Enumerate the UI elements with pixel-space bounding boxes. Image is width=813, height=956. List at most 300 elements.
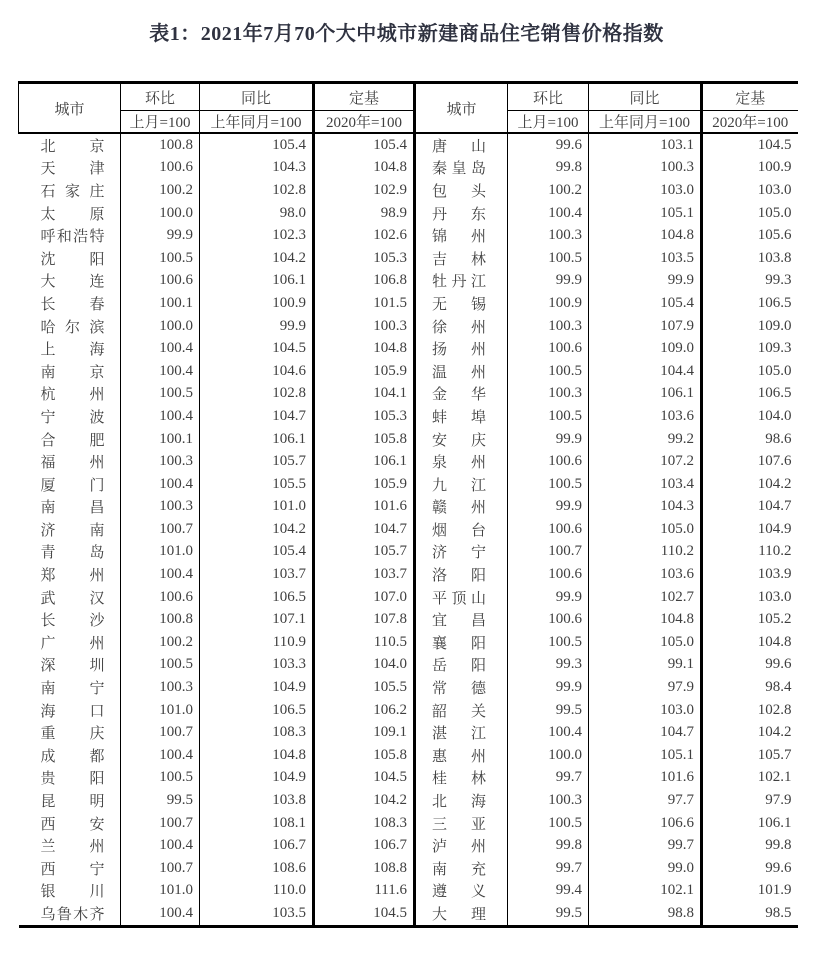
mom-value-cell: 100.8 <box>121 608 200 631</box>
table-row <box>19 496 798 519</box>
fixed-header-right: 定基 <box>702 83 798 111</box>
yoy-value-cell: 99.1 <box>667 656 694 673</box>
city-cell <box>415 360 508 383</box>
fixed-value-cell: 111.6 <box>314 880 415 903</box>
city-cell <box>415 767 508 790</box>
city-cell <box>415 224 508 247</box>
city-name: 温州 <box>432 364 486 381</box>
yoy-value-cell: 105.0 <box>660 633 694 650</box>
fixed-value-cell: 101.5 <box>314 292 415 315</box>
mom-value-cell: 99.3 <box>508 654 589 677</box>
city-name: 徐州 <box>432 319 486 336</box>
mom-value-cell: 99.7 <box>508 767 589 790</box>
fixed-value-cell: 104.8 <box>314 337 415 360</box>
city-name: 济宁 <box>432 545 486 562</box>
city-cell <box>19 270 121 293</box>
mom-value-cell: 100.2 <box>508 179 589 202</box>
yoy-value-cell: 105.4 <box>272 136 306 153</box>
yoy-value-cell: 110.2 <box>660 543 694 560</box>
city-name: 石家庄 <box>40 183 105 200</box>
table-row <box>19 699 798 722</box>
table-row <box>19 563 798 586</box>
city-name: 西安 <box>40 816 105 833</box>
mom-value-cell: 101.0 <box>121 699 200 722</box>
table-row <box>19 224 798 247</box>
yoy-value-cell: 107.1 <box>272 611 306 628</box>
city-cell <box>19 857 121 880</box>
city-name: 昆明 <box>40 794 105 811</box>
mom-value-cell: 100.5 <box>121 383 200 406</box>
yoy-value-cell: 99.9 <box>279 317 306 334</box>
yoy-value-cell: 102.8 <box>272 181 306 198</box>
fixed-value-cell: 105.3 <box>314 405 415 428</box>
city-name: 襄阳 <box>432 635 486 652</box>
mom-value-cell: 100.2 <box>121 179 200 202</box>
city-name: 烟台 <box>432 522 486 539</box>
mom-value-cell: 100.4 <box>121 360 200 383</box>
mom-value-cell: 99.5 <box>508 699 589 722</box>
city-name: 大连 <box>40 274 105 291</box>
header-row-2 <box>19 111 798 134</box>
city-name: 蚌埠 <box>432 409 486 426</box>
city-cell <box>415 518 508 541</box>
city-cell <box>19 247 121 270</box>
fixed-value-cell: 103.0 <box>702 179 798 202</box>
yoy-value-cell: 102.3 <box>272 227 306 244</box>
mom-value-cell: 100.3 <box>508 224 589 247</box>
city-cell <box>19 541 121 564</box>
city-cell <box>415 834 508 857</box>
city-name: 合肥 <box>40 432 105 449</box>
city-name: 广州 <box>40 635 105 652</box>
city-name: 桂林 <box>432 771 486 788</box>
city-name: 唐山 <box>432 138 486 155</box>
table-row <box>19 541 798 564</box>
city-name: 洛阳 <box>432 568 486 585</box>
city-name: 长春 <box>40 296 105 313</box>
yoy-value-cell: 108.6 <box>272 859 306 876</box>
yoy-value-cell: 104.7 <box>272 407 306 424</box>
table-row <box>19 247 798 270</box>
yoy-value-cell: 104.3 <box>660 498 694 515</box>
fixed-value-cell: 103.9 <box>702 563 798 586</box>
fixed-value-cell: 105.9 <box>314 473 415 496</box>
yoy-value-cell: 109.0 <box>660 340 694 357</box>
yoy-base-header-left: 上年同月=100 <box>200 111 314 134</box>
fixed-value-cell: 104.2 <box>702 473 798 496</box>
fixed-value-cell: 108.8 <box>314 857 415 880</box>
mom-value-cell: 100.4 <box>121 744 200 767</box>
table-row <box>19 812 798 835</box>
city-cell <box>19 315 121 338</box>
city-name: 大理 <box>432 906 486 923</box>
mom-value-cell: 100.5 <box>121 654 200 677</box>
city-name: 海口 <box>40 703 105 720</box>
fixed-value-cell: 99.6 <box>702 654 798 677</box>
yoy-value-cell: 105.1 <box>660 746 694 763</box>
fixed-base-header-right: 2020年=100 <box>702 111 798 134</box>
city-cell <box>415 247 508 270</box>
mom-value-cell: 100.0 <box>508 744 589 767</box>
city-cell <box>415 676 508 699</box>
mom-value-cell: 100.7 <box>121 518 200 541</box>
yoy-base-header-right: 上年同月=100 <box>589 111 702 134</box>
table-body <box>19 133 798 926</box>
city-cell <box>415 812 508 835</box>
yoy-value-cell: 104.8 <box>272 746 306 763</box>
city-name: 福州 <box>40 455 105 472</box>
fixed-value-cell: 104.5 <box>314 902 415 926</box>
city-name: 贵阳 <box>40 771 105 788</box>
city-cell <box>415 428 508 451</box>
yoy-value-cell: 104.5 <box>272 340 306 357</box>
city-cell <box>415 405 508 428</box>
yoy-value-cell: 99.2 <box>667 430 694 447</box>
price-index-table-grid <box>18 81 798 928</box>
mom-value-cell: 100.4 <box>121 473 200 496</box>
city-name: 上海 <box>40 342 105 359</box>
city-cell <box>415 496 508 519</box>
yoy-value-cell: 100.3 <box>660 159 694 176</box>
city-name: 三亚 <box>432 816 486 833</box>
city-name: 无锡 <box>432 296 486 313</box>
table-row <box>19 270 798 293</box>
mom-value-cell: 99.6 <box>508 133 589 157</box>
city-cell <box>415 857 508 880</box>
yoy-value-cell: 100.9 <box>272 294 306 311</box>
mom-value-cell: 100.7 <box>121 721 200 744</box>
yoy-value-cell: 103.0 <box>660 181 694 198</box>
table-row <box>19 292 798 315</box>
mom-value-cell: 100.8 <box>121 133 200 157</box>
mom-value-cell: 100.4 <box>121 834 200 857</box>
city-name: 包头 <box>432 183 486 200</box>
city-name: 沈阳 <box>40 251 105 268</box>
yoy-value-cell: 101.0 <box>272 498 306 515</box>
table-row <box>19 179 798 202</box>
fixed-value-cell: 105.8 <box>314 744 415 767</box>
fixed-value-cell: 106.8 <box>314 270 415 293</box>
city-cell <box>19 654 121 677</box>
mom-value-cell: 99.9 <box>508 270 589 293</box>
yoy-value-cell: 106.6 <box>660 814 694 831</box>
city-name: 韶关 <box>432 703 486 720</box>
yoy-value-cell: 103.7 <box>272 566 306 583</box>
city-cell <box>415 202 508 225</box>
city-name: 青岛 <box>40 545 105 562</box>
city-cell <box>19 450 121 473</box>
yoy-value-cell: 103.8 <box>272 792 306 809</box>
city-name: 银川 <box>40 884 105 901</box>
city-name: 厦门 <box>40 477 105 494</box>
yoy-value-cell: 105.1 <box>660 204 694 221</box>
city-cell <box>19 224 121 247</box>
city-cell <box>415 541 508 564</box>
city-cell <box>415 721 508 744</box>
mom-value-cell: 100.1 <box>121 428 200 451</box>
fixed-value-cell: 106.7 <box>314 834 415 857</box>
city-cell <box>19 812 121 835</box>
fixed-value-cell: 106.5 <box>702 383 798 406</box>
mom-value-cell: 100.4 <box>508 721 589 744</box>
city-name: 太原 <box>40 206 105 223</box>
city-name: 赣州 <box>432 500 486 517</box>
mom-value-cell: 100.5 <box>121 767 200 790</box>
city-cell <box>415 608 508 631</box>
city-name: 兰州 <box>40 839 105 856</box>
mom-value-cell: 100.6 <box>121 270 200 293</box>
city-name: 天津 <box>40 161 105 178</box>
yoy-value-cell: 104.3 <box>272 159 306 176</box>
yoy-value-cell: 98.0 <box>279 204 306 221</box>
yoy-value-cell: 97.9 <box>667 679 694 696</box>
fixed-value-cell: 99.6 <box>702 857 798 880</box>
fixed-value-cell: 104.9 <box>702 518 798 541</box>
yoy-value-cell: 104.2 <box>272 520 306 537</box>
yoy-value-cell: 105.4 <box>272 543 306 560</box>
city-cell <box>415 473 508 496</box>
fixed-value-cell: 105.7 <box>702 744 798 767</box>
yoy-value-cell: 106.7 <box>272 837 306 854</box>
city-cell <box>19 133 121 157</box>
table-row <box>19 157 798 180</box>
fixed-value-cell: 102.1 <box>702 767 798 790</box>
city-name: 西宁 <box>40 861 105 878</box>
city-cell <box>19 631 121 654</box>
yoy-value-cell: 104.4 <box>660 362 694 379</box>
city-name: 成都 <box>40 748 105 765</box>
mom-value-cell: 100.6 <box>508 563 589 586</box>
fixed-value-cell: 105.0 <box>702 202 798 225</box>
fixed-value-cell: 103.0 <box>702 586 798 609</box>
city-cell <box>19 563 121 586</box>
city-name: 安庆 <box>432 432 486 449</box>
yoy-value-cell: 104.2 <box>272 249 306 266</box>
mom-value-cell: 100.4 <box>121 405 200 428</box>
city-cell <box>19 608 121 631</box>
yoy-value-cell: 104.6 <box>272 362 306 379</box>
yoy-value-cell: 103.6 <box>660 407 694 424</box>
mom-value-cell: 100.7 <box>121 857 200 880</box>
yoy-header-right: 同比 <box>589 83 702 111</box>
table-row <box>19 383 798 406</box>
city-name: 宜昌 <box>432 613 486 630</box>
fixed-value-cell: 105.2 <box>702 608 798 631</box>
mom-value-cell: 100.4 <box>508 202 589 225</box>
yoy-value-cell: 105.0 <box>660 520 694 537</box>
city-name: 深圳 <box>40 658 105 675</box>
fixed-value-cell: 104.0 <box>702 405 798 428</box>
table-row <box>19 360 798 383</box>
mom-value-cell: 99.5 <box>121 789 200 812</box>
city-cell <box>415 744 508 767</box>
fixed-value-cell: 102.9 <box>314 179 415 202</box>
table-row <box>19 880 798 903</box>
city-cell <box>19 292 121 315</box>
yoy-value-cell: 103.0 <box>660 701 694 718</box>
fixed-value-cell: 105.7 <box>314 541 415 564</box>
yoy-value-cell: 97.7 <box>667 792 694 809</box>
city-cell <box>19 789 121 812</box>
city-cell <box>19 518 121 541</box>
yoy-value-cell: 103.6 <box>660 566 694 583</box>
yoy-value-cell: 101.6 <box>660 769 694 786</box>
city-cell <box>415 157 508 180</box>
table-row <box>19 518 798 541</box>
yoy-value-cell: 108.1 <box>272 814 306 831</box>
table-row <box>19 744 798 767</box>
mom-value-cell: 100.0 <box>121 202 200 225</box>
mom-base-header-right: 上月=100 <box>508 111 589 134</box>
mom-value-cell: 100.3 <box>508 315 589 338</box>
fixed-value-cell: 108.3 <box>314 812 415 835</box>
table-row <box>19 202 798 225</box>
table-row <box>19 857 798 880</box>
table-title: 表1：2021年7月70个大中城市新建商品住宅销售价格指数 <box>149 23 664 45</box>
city-name: 金华 <box>432 387 486 404</box>
yoy-value-cell: 106.5 <box>272 588 306 605</box>
city-name: 惠州 <box>432 748 486 765</box>
fixed-value-cell: 104.1 <box>314 383 415 406</box>
yoy-value-cell: 108.3 <box>272 724 306 741</box>
mom-value-cell: 100.5 <box>508 631 589 654</box>
mom-value-cell: 100.6 <box>508 337 589 360</box>
table-row <box>19 631 798 654</box>
fixed-value-cell: 103.8 <box>702 247 798 270</box>
yoy-value-cell: 104.9 <box>272 769 306 786</box>
city-cell <box>415 179 508 202</box>
mom-value-cell: 100.6 <box>508 450 589 473</box>
city-name: 南充 <box>432 861 486 878</box>
city-name: 泸州 <box>432 839 486 856</box>
mom-value-cell: 99.9 <box>508 428 589 451</box>
city-header-right: 城市 <box>415 83 508 134</box>
city-cell <box>19 337 121 360</box>
mom-value-cell: 99.9 <box>508 496 589 519</box>
city-name: 哈尔滨 <box>40 319 105 336</box>
fixed-value-cell: 104.2 <box>702 721 798 744</box>
city-name: 常德 <box>432 681 486 698</box>
mom-value-cell: 100.6 <box>508 518 589 541</box>
fixed-value-cell: 97.9 <box>702 789 798 812</box>
fixed-value-cell: 99.3 <box>702 270 798 293</box>
fixed-value-cell: 99.8 <box>702 834 798 857</box>
city-cell <box>19 767 121 790</box>
mom-value-cell: 99.4 <box>508 880 589 903</box>
yoy-value-cell: 104.8 <box>660 227 694 244</box>
fixed-value-cell: 104.2 <box>314 789 415 812</box>
table-row <box>19 337 798 360</box>
mom-value-cell: 100.3 <box>121 496 200 519</box>
city-cell <box>19 428 121 451</box>
fixed-value-cell: 106.1 <box>314 450 415 473</box>
mom-value-cell: 100.3 <box>121 450 200 473</box>
table-row <box>19 315 798 338</box>
city-cell <box>19 473 121 496</box>
yoy-header-left: 同比 <box>200 83 314 111</box>
fixed-value-cell: 107.8 <box>314 608 415 631</box>
yoy-value-cell: 103.5 <box>660 249 694 266</box>
mom-value-cell: 99.5 <box>508 902 589 926</box>
mom-value-cell: 100.5 <box>508 812 589 835</box>
yoy-value-cell: 99.0 <box>667 859 694 876</box>
city-name: 宁波 <box>40 409 105 426</box>
yoy-value-cell: 105.4 <box>660 294 694 311</box>
yoy-value-cell: 105.7 <box>272 453 306 470</box>
mom-value-cell: 100.4 <box>121 902 200 926</box>
mom-value-cell: 100.5 <box>508 473 589 496</box>
fixed-value-cell: 98.9 <box>314 202 415 225</box>
mom-value-cell: 100.6 <box>121 157 200 180</box>
yoy-value-cell: 102.7 <box>660 588 694 605</box>
mom-value-cell: 100.3 <box>508 383 589 406</box>
fixed-value-cell: 105.6 <box>702 224 798 247</box>
mom-value-cell: 100.9 <box>508 292 589 315</box>
city-cell <box>19 202 121 225</box>
city-cell <box>19 586 121 609</box>
mom-value-cell: 100.1 <box>121 292 200 315</box>
yoy-value-cell: 103.4 <box>660 475 694 492</box>
city-cell <box>415 902 508 926</box>
fixed-value-cell: 104.8 <box>702 631 798 654</box>
table-row <box>19 586 798 609</box>
city-name: 吉林 <box>432 251 486 268</box>
fixed-value-cell: 100.3 <box>314 315 415 338</box>
fixed-value-cell: 98.5 <box>702 902 798 926</box>
city-cell <box>19 496 121 519</box>
mom-value-cell: 99.9 <box>508 676 589 699</box>
city-name: 济南 <box>40 522 105 539</box>
mom-value-cell: 100.7 <box>121 812 200 835</box>
city-cell <box>19 383 121 406</box>
city-cell <box>19 405 121 428</box>
mom-value-cell: 99.7 <box>508 857 589 880</box>
city-name: 长沙 <box>40 613 105 630</box>
city-name: 南昌 <box>40 500 105 517</box>
fixed-value-cell: 104.7 <box>702 496 798 519</box>
yoy-value-cell: 98.8 <box>667 904 694 921</box>
fixed-value-cell: 105.3 <box>314 247 415 270</box>
yoy-value-cell: 106.5 <box>272 701 306 718</box>
yoy-value-cell: 110.9 <box>272 633 306 650</box>
city-name: 杭州 <box>40 387 105 404</box>
yoy-value-cell: 99.7 <box>667 837 694 854</box>
city-cell <box>415 270 508 293</box>
yoy-value-cell: 99.9 <box>667 272 694 289</box>
mom-value-cell: 99.8 <box>508 834 589 857</box>
table-row <box>19 473 798 496</box>
fixed-value-cell: 98.4 <box>702 676 798 699</box>
fixed-value-cell: 106.2 <box>314 699 415 722</box>
mom-value-cell: 101.0 <box>121 880 200 903</box>
mom-value-cell: 100.7 <box>508 541 589 564</box>
fixed-value-cell: 105.9 <box>314 360 415 383</box>
city-cell <box>19 699 121 722</box>
fixed-value-cell: 101.6 <box>314 496 415 519</box>
fixed-value-cell: 104.7 <box>314 518 415 541</box>
fixed-header-left: 定基 <box>314 83 415 111</box>
city-name: 湛江 <box>432 726 486 743</box>
fixed-value-cell: 102.8 <box>702 699 798 722</box>
fixed-value-cell: 110.5 <box>314 631 415 654</box>
city-cell <box>19 721 121 744</box>
mom-value-cell: 99.8 <box>508 157 589 180</box>
table-row <box>19 133 798 157</box>
mom-value-cell: 100.0 <box>121 315 200 338</box>
city-cell <box>415 789 508 812</box>
city-cell <box>415 133 508 157</box>
mom-value-cell: 99.9 <box>508 586 589 609</box>
